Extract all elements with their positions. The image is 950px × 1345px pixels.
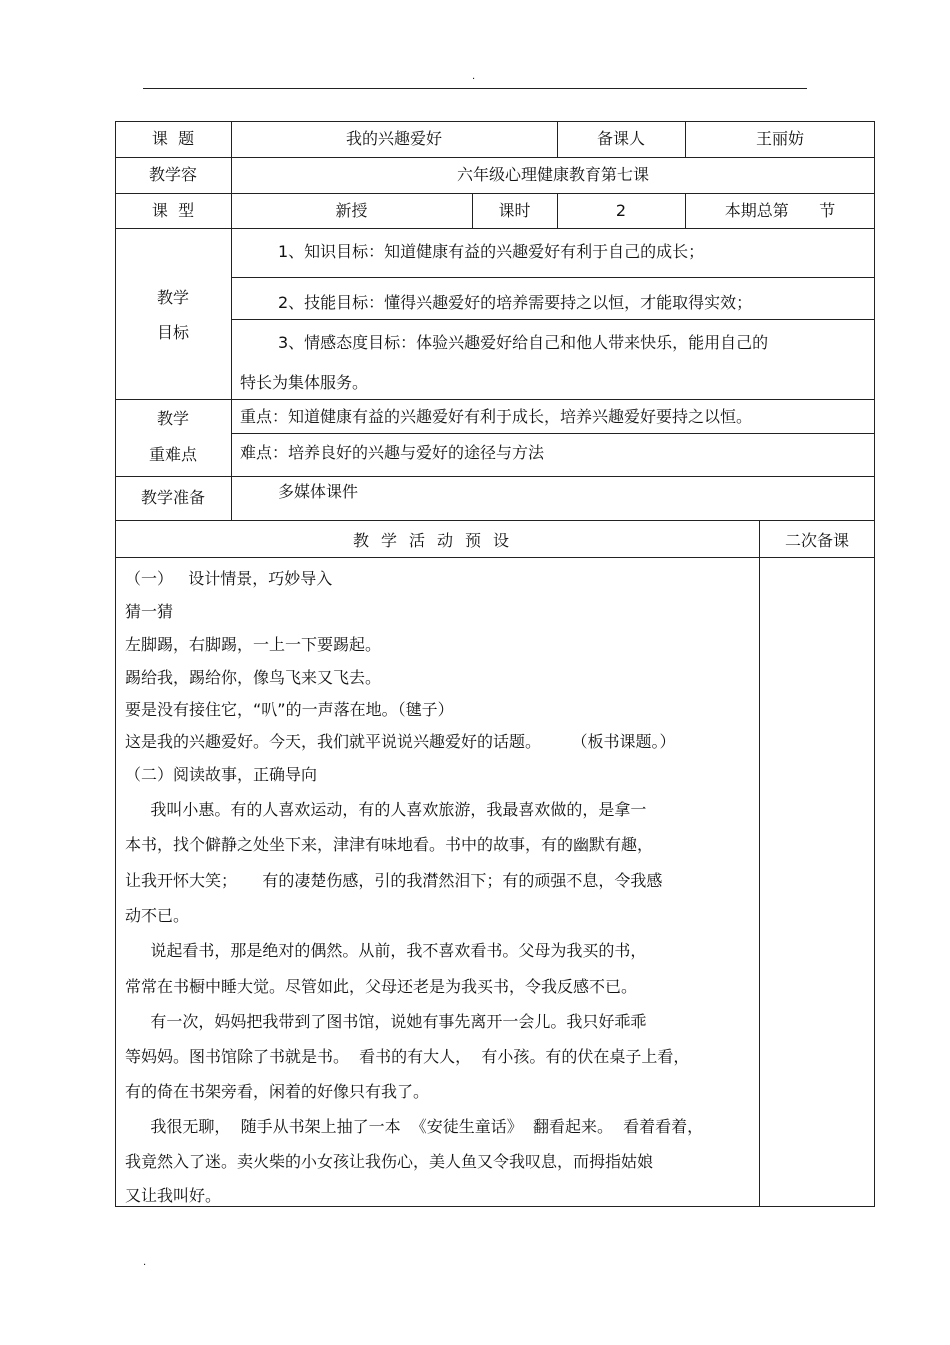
preparer-value: 王丽妨 bbox=[755, 129, 804, 148]
row-rule bbox=[115, 193, 875, 194]
table-border-right bbox=[874, 121, 875, 1207]
content-value: 六年级心理健康教育第七课 bbox=[456, 165, 649, 184]
body-line: 我叫小惠。有的人喜欢运动，有的人喜欢旅游，我最喜欢做的，是拿一 bbox=[125, 800, 647, 819]
body-line: （二）阅读故事，正确导向 bbox=[125, 765, 318, 784]
difficult-point: 难点：培养良好的兴趣与爱好的途径与方法 bbox=[240, 443, 545, 462]
body-line: 我竟然入了迷。卖火柴的小女孩让我伤心，美人鱼又令我叹息，而拇指姑娘 bbox=[125, 1152, 654, 1171]
body-line: 我很无聊， 随手从书架上抽了一本 《安徒生童话》 翻看起来。 看着看着， bbox=[125, 1117, 704, 1136]
body-line: 本书，找个僻静之处坐下来，津津有味地看。书中的故事，有的幽默有趣， bbox=[125, 835, 654, 854]
second-prep-header: 二次备课 bbox=[784, 531, 849, 550]
row-rule bbox=[115, 476, 875, 477]
body-line: 说起看书，那是绝对的偶然。从前，我不喜欢看书。父母为我买的书， bbox=[125, 941, 647, 960]
prep-value: 多媒体课件 bbox=[278, 482, 359, 501]
body-line: 又让我叫好。 bbox=[125, 1186, 222, 1205]
topic-label: 课 题 bbox=[151, 129, 195, 148]
periods-label: 课时 bbox=[498, 201, 531, 220]
goal-skill: 2、技能目标：懂得兴趣爱好的培养需要持之以恒，才能取得实效； bbox=[278, 293, 753, 312]
type-value: 新授 bbox=[335, 201, 368, 220]
col-rule bbox=[759, 520, 760, 1207]
body-line: 常常在书橱中睡大觉。尽管如此，父母还老是为我买书，令我反感不已。 bbox=[125, 977, 638, 996]
goal-rule bbox=[231, 277, 875, 278]
periods-value: 2 bbox=[615, 201, 627, 220]
table-border-left bbox=[115, 121, 116, 1207]
key-rule bbox=[231, 433, 875, 434]
footer-mark: . bbox=[143, 1257, 147, 1268]
body-line: 猜一猜 bbox=[125, 602, 174, 621]
key-point: 重点：知道健康有益的兴趣爱好有利于成长，培养兴趣爱好要持之以恒。 bbox=[240, 407, 753, 426]
keypoints-label-line2: 重难点 bbox=[148, 445, 197, 464]
goal-attitude-line2: 特长为集体服务。 bbox=[240, 373, 369, 392]
content-label: 教学容 bbox=[148, 165, 197, 184]
topic-value: 我的兴趣爱好 bbox=[345, 129, 442, 148]
body-line: 这是我的兴趣爱好。今天，我们就平说说兴趣爱好的话题。 （板书课题。） bbox=[125, 732, 676, 751]
body-line: 有的倚在书架旁看，闲着的好像只有我了。 bbox=[125, 1082, 430, 1101]
body-line: 有一次，妈妈把我带到了图书馆，说她有事先离开一会儿。我只好乖乖 bbox=[125, 1012, 647, 1031]
row-rule bbox=[115, 228, 875, 229]
body-line: （一） 设计情景，巧妙导入 bbox=[125, 569, 333, 588]
body-line: 让我开怀大笑； 有的凄楚伤感，引的我潸然泪下；有的顽强不息，令我感 bbox=[125, 871, 663, 890]
lesson-plan-table bbox=[115, 121, 875, 1207]
prep-label: 教学准备 bbox=[140, 488, 205, 507]
row-rule bbox=[115, 157, 875, 158]
goals-label-line1: 教学 bbox=[156, 288, 189, 307]
table-border-bottom bbox=[115, 1206, 875, 1207]
body-line: 要是没有接住它，“叭”的一声落在地。（毽子） bbox=[125, 700, 454, 719]
row-rule bbox=[115, 520, 875, 521]
body-line: 踢给我，踢给你，像鸟飞来又飞去。 bbox=[125, 668, 382, 687]
preparer-label: 备课人 bbox=[596, 129, 645, 148]
header-mark: . bbox=[472, 71, 476, 82]
row-rule bbox=[115, 399, 875, 400]
body-line: 动不已。 bbox=[125, 906, 190, 925]
activity-header: 教学活动预设 bbox=[352, 531, 521, 550]
row-rule bbox=[115, 557, 875, 558]
goal-rule bbox=[231, 319, 875, 320]
body-line: 等妈妈。图书馆除了书就是书。 看书的有大人， 有小孩。有的伏在桌子上看， bbox=[125, 1047, 690, 1066]
goal-attitude-line1: 3、情感态度目标：体验兴趣爱好给自己和他人带来快乐，能用自己的 bbox=[278, 333, 769, 352]
header-rule bbox=[143, 88, 807, 89]
body-line: 左脚踢，右脚踢，一上一下要踢起。 bbox=[125, 635, 382, 654]
table-border-top bbox=[115, 121, 875, 122]
type-label: 课 型 bbox=[151, 201, 195, 220]
total-periods-label: 本期总第 节 bbox=[724, 201, 836, 220]
goal-knowledge: 1、知识目标：知道健康有益的兴趣爱好有利于自己的成长； bbox=[278, 242, 705, 261]
keypoints-label-line1: 教学 bbox=[156, 409, 189, 428]
goals-label-line2: 目标 bbox=[156, 323, 189, 342]
